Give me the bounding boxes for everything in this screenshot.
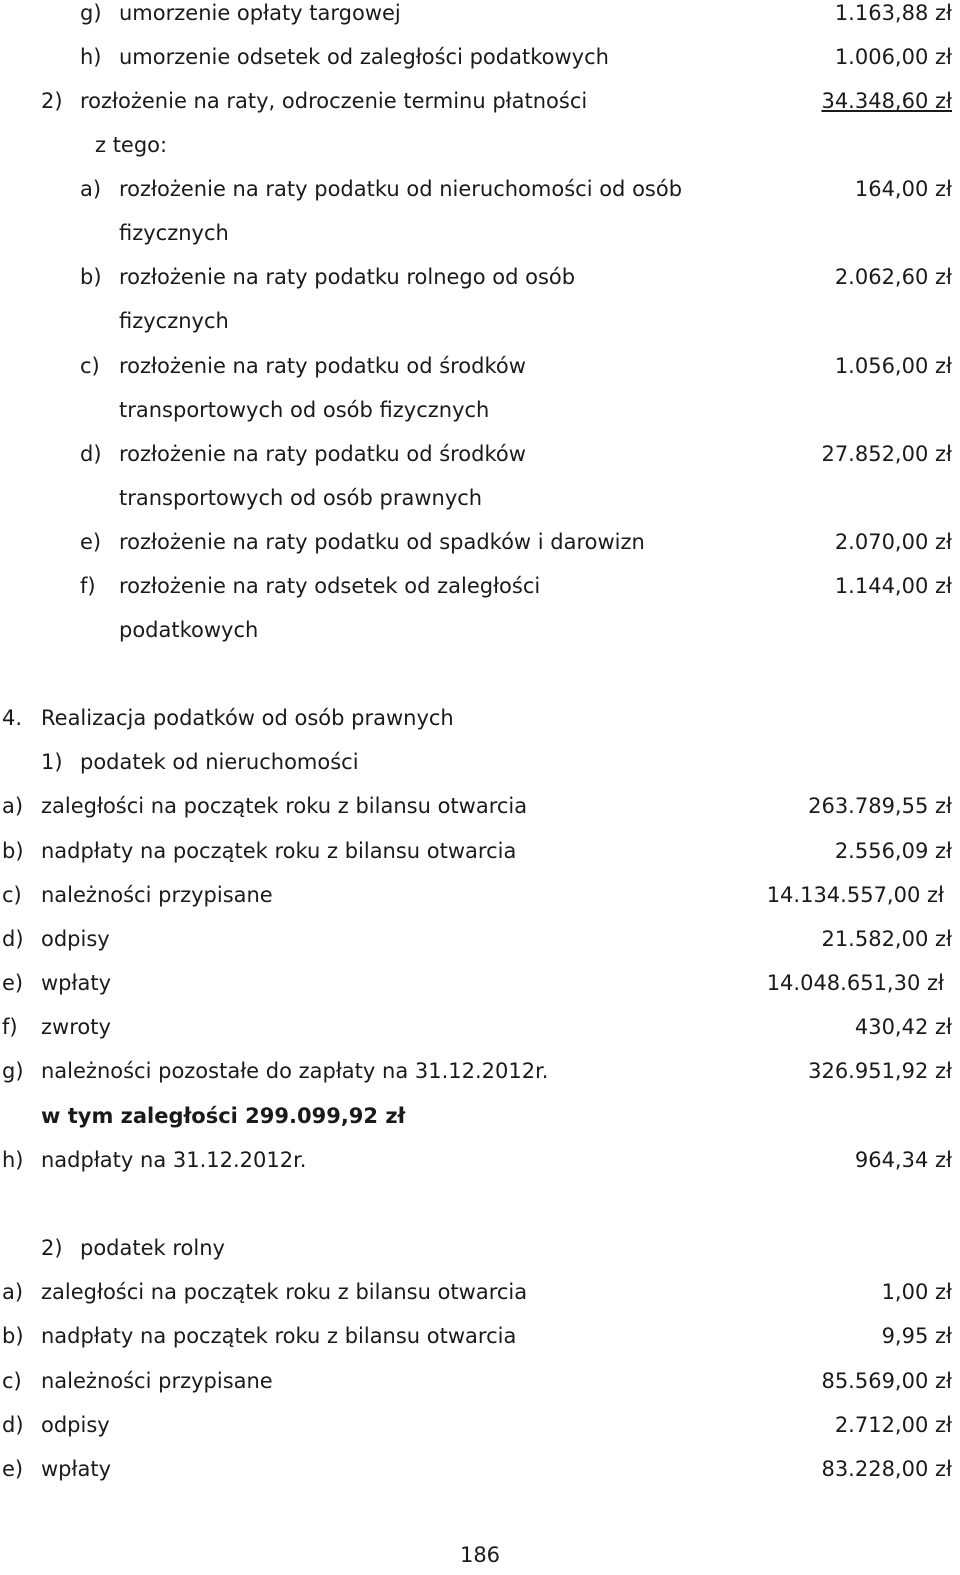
item-amount: 83.228,00 zł	[821, 1457, 952, 1481]
bold-note	[0, 1101, 960, 1131]
item-text: rozłożenie na raty podatku od nieruchomości od osób	[119, 177, 683, 201]
list-item	[0, 42, 960, 72]
item-text: należności przypisane	[41, 883, 273, 907]
list-item	[0, 0, 960, 28]
item-marker: c)	[2, 1369, 22, 1393]
list-item	[0, 1145, 960, 1175]
list-item	[0, 924, 960, 954]
list-item	[0, 439, 960, 469]
item-text-cont: fizycznych	[119, 309, 229, 333]
list-item-continuation	[0, 306, 960, 336]
list-item	[0, 968, 960, 998]
item-marker: c)	[2, 883, 22, 907]
item-amount: 964,34 zł	[854, 1148, 952, 1172]
list-item	[0, 1321, 960, 1351]
item-amount: 9,95 zł	[881, 1324, 952, 1348]
item-marker: b)	[80, 265, 102, 289]
item-amount: 1.056,00 zł	[834, 354, 952, 378]
list-item-continuation	[0, 483, 960, 513]
item-amount: 430,42 zł	[854, 1015, 952, 1039]
item-text: należności pozostałe do zapłaty na 31.12.2012r.	[41, 1059, 549, 1083]
item-marker: f)	[80, 574, 96, 598]
item-amount: 27.852,00 zł	[821, 442, 952, 466]
item-text: rozłożenie na raty podatku rolnego od osób	[119, 265, 576, 289]
list-item	[0, 1454, 960, 1484]
item-marker: e)	[80, 530, 102, 554]
item-text: umorzenie odsetek od zaległości podatkowych	[119, 45, 609, 69]
list-item	[0, 571, 960, 601]
item-marker: a)	[2, 794, 24, 818]
item-text: nadpłaty na początek roku z bilansu otwarcia	[41, 1324, 517, 1348]
list-item	[0, 880, 960, 910]
item-text: rozłożenie na raty, odroczenie terminu płatności	[80, 89, 588, 113]
list-item	[0, 1410, 960, 1440]
list-item	[0, 1056, 960, 1086]
page-number: 186	[459, 1543, 501, 1567]
item-amount: 2.712,00 zł	[834, 1413, 952, 1437]
item-amount: 164,00 zł	[854, 177, 952, 201]
item-marker: d)	[80, 442, 102, 466]
item-marker: b)	[2, 1324, 24, 1348]
item-text: należności przypisane	[41, 1369, 273, 1393]
item-amount: 85.569,00 zł	[821, 1369, 952, 1393]
list-item	[0, 351, 960, 381]
list-item-continuation	[0, 615, 960, 645]
list-item	[0, 791, 960, 821]
item-amount: 21.582,00 zł	[821, 927, 952, 951]
item-amount: 2.556,09 zł	[834, 839, 952, 863]
item-amount: 263.789,55 zł	[808, 794, 952, 818]
item-marker: a)	[80, 177, 102, 201]
list-item	[0, 527, 960, 557]
item-marker: f)	[2, 1015, 18, 1039]
list-item-continuation	[0, 395, 960, 425]
list-item	[0, 174, 960, 204]
item-marker: a)	[2, 1280, 24, 1304]
item-marker: 1)	[41, 750, 63, 774]
item-text: wpłaty	[41, 1457, 112, 1481]
subsection-heading	[0, 1233, 960, 1263]
item-text: nadpłaty na 31.12.2012r.	[41, 1148, 307, 1172]
item-amount: 14.048.651,30 zł	[766, 971, 944, 995]
item-text: nadpłaty na początek roku z bilansu otwarcia	[41, 839, 517, 863]
item-marker: h)	[2, 1148, 24, 1172]
subsection-title: podatek rolny	[80, 1236, 225, 1260]
item-amount: 326.951,92 zł	[808, 1059, 952, 1083]
subsection-title: podatek od nieruchomości	[80, 750, 359, 774]
item-text: odpisy	[41, 1413, 110, 1437]
item-text: zwroty	[41, 1015, 111, 1039]
list-item	[0, 86, 960, 116]
list-item	[0, 836, 960, 866]
item-marker: h)	[80, 45, 102, 69]
item-amount: 1.163,88 zł	[834, 1, 952, 25]
item-text: zaległości na początek roku z bilansu otwarcia	[41, 794, 528, 818]
item-text: rozłożenie na raty podatku od spadków i darowizn	[119, 530, 645, 554]
list-item	[0, 1277, 960, 1307]
zaleglosci-note: w tym zaległości 299.099,92 zł	[41, 1104, 406, 1128]
list-item-continuation	[0, 218, 960, 248]
item-text: odpisy	[41, 927, 110, 951]
subsection-heading	[0, 747, 960, 777]
item-amount: 14.134.557,00 zł	[766, 883, 944, 907]
item-amount: 1.144,00 zł	[834, 574, 952, 598]
item-marker: d)	[2, 927, 24, 951]
section-title: Realizacja podatków od osób prawnych	[41, 706, 454, 730]
item-text-cont: transportowych od osób prawnych	[119, 486, 483, 510]
item-text: wpłaty	[41, 971, 112, 995]
item-amount: 2.070,00 zł	[834, 530, 952, 554]
item-text: zaległości na początek roku z bilansu otwarcia	[41, 1280, 528, 1304]
list-item	[0, 262, 960, 292]
z-tego-label: z tego:	[95, 133, 168, 157]
item-marker: d)	[2, 1413, 24, 1437]
list-item	[0, 1366, 960, 1396]
item-text: rozłożenie na raty podatku od środków	[119, 442, 526, 466]
section-heading	[0, 703, 960, 733]
item-text: umorzenie opłaty targowej	[119, 1, 401, 25]
item-text-cont: podatkowych	[119, 618, 259, 642]
item-amount: 34.348,60 zł	[821, 89, 952, 113]
item-text-cont: fizycznych	[119, 221, 229, 245]
item-amount: 1.006,00 zł	[834, 45, 952, 69]
section-number: 4.	[2, 706, 23, 730]
item-text: rozłożenie na raty podatku od środków	[119, 354, 526, 378]
item-marker: 2)	[41, 89, 63, 113]
item-marker: g)	[80, 1, 102, 25]
item-marker: g)	[2, 1059, 24, 1083]
item-marker: e)	[2, 971, 24, 995]
item-amount: 1,00 zł	[881, 1280, 952, 1304]
item-text-cont: transportowych od osób fizycznych	[119, 398, 490, 422]
item-marker: b)	[2, 839, 24, 863]
subheading	[0, 130, 960, 160]
item-text: rozłożenie na raty odsetek od zaległości	[119, 574, 541, 598]
item-marker: e)	[2, 1457, 24, 1481]
item-marker: c)	[80, 354, 100, 378]
item-marker: 2)	[41, 1236, 63, 1260]
item-amount: 2.062,60 zł	[834, 265, 952, 289]
list-item	[0, 1012, 960, 1042]
